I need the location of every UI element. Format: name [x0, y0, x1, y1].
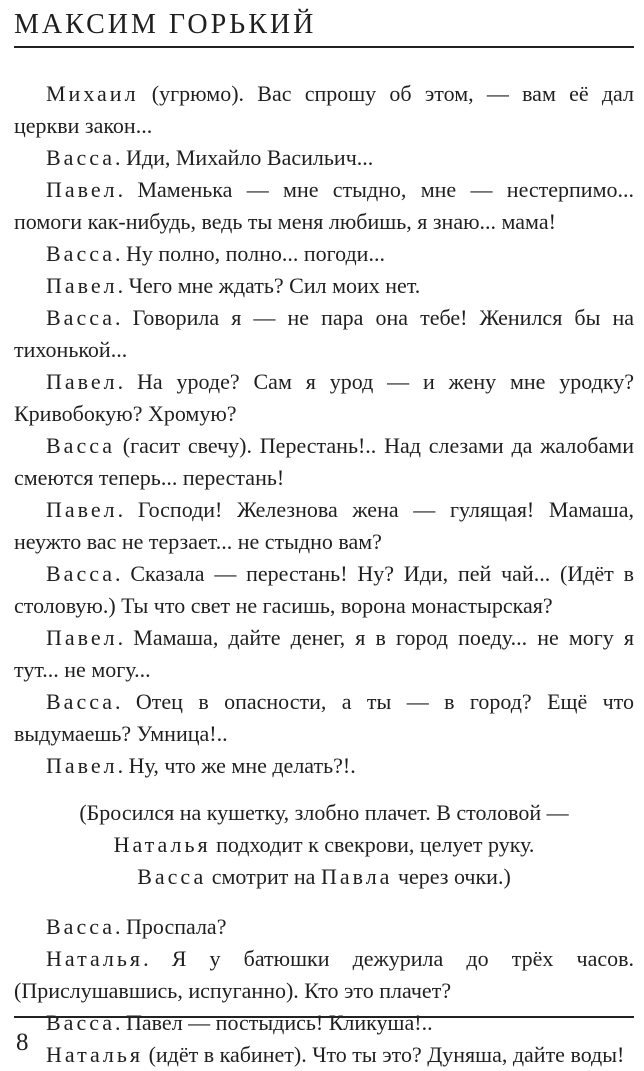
- dialogue-line: [14, 430, 634, 494]
- dialogue-text: . Ну полно, полно... погоди...: [115, 241, 385, 266]
- speaker-name: Павел: [46, 625, 118, 650]
- dialogue-text: . Маменька — мне стыдно, мне — нестерпимо... помоги как-нибудь, ведь ты меня любишь, я знаю... мама!: [14, 177, 634, 234]
- stage-direction-text: смотрит на: [206, 864, 321, 889]
- book-author-header: МАКСИМ ГОРЬКИЙ: [14, 9, 317, 40]
- speaker-name: Павел: [46, 497, 118, 522]
- stage-direction-text: через очки.): [392, 864, 511, 889]
- speaker-name: Васса: [46, 689, 116, 714]
- speaker-name: Павел: [46, 369, 118, 394]
- speaker-name: Васса: [46, 145, 116, 170]
- dialogue-line: [14, 911, 634, 943]
- stage-direction-line: [14, 829, 634, 861]
- dialogue-line: [14, 750, 634, 782]
- dialogue-line: [14, 622, 634, 686]
- dialogue-line: [14, 78, 634, 142]
- speaker-name: Павел: [46, 177, 118, 202]
- dialogue-text: (угрюмо). Вас спрошу об этом, — вам её дал церкви закон...: [14, 81, 634, 138]
- speaker-name: Наталья: [46, 1042, 144, 1067]
- dialogue-line: [14, 558, 634, 622]
- dialogue-line: [14, 302, 634, 366]
- dialogue-line: [14, 494, 634, 558]
- speaker-name: Васса: [46, 561, 116, 586]
- dialogue-line: [14, 174, 634, 238]
- dialogue-text: . Сказала — перестань! Ну? Иди, пей чай... (Идёт в столовую.) Ты что свет не гасишь, ворона монастырская?: [14, 561, 634, 618]
- dialogue-line: [14, 142, 634, 174]
- dialogue-text: . Я у батюшки дежурила до трёх часов. (Прислушавшись, испуганно). Кто это плачет?: [14, 946, 634, 1003]
- stage-direction: [14, 797, 634, 893]
- speaker-name: Васса: [46, 305, 116, 330]
- play-text: [14, 78, 634, 1071]
- dialogue-text: . На уроде? Сам я урод — и жену мне уродку? Кривобокую? Хромую?: [14, 369, 634, 426]
- speaker-name: Васса: [46, 241, 116, 266]
- dialogue-text: . Иди, Михайло Васильич...: [115, 145, 374, 170]
- character-name: Павла: [320, 864, 393, 889]
- dialogue-text: . Мамаша, дайте денег, я в город поеду... не могу я тут... не могу...: [14, 625, 634, 682]
- dialogue-line: [14, 1039, 634, 1071]
- stage-direction-text: подходит к свекрови, целует руку.: [210, 832, 535, 857]
- dialogue-text: (идёт в кабинет). Что ты это? Дуняша, дайте воды!: [143, 1042, 625, 1067]
- speaker-name: Васса: [46, 433, 116, 458]
- footer-rule: [14, 1016, 634, 1018]
- dialogue-text: (гасит свечу). Перестань!.. Над слезами да жалобами смеются теперь... перестань!: [14, 433, 634, 490]
- stage-direction-line: [14, 861, 634, 893]
- dialogue-line: [14, 1007, 634, 1039]
- speaker-name: Васса: [137, 864, 207, 889]
- speaker-name: Наталья: [113, 832, 211, 857]
- speaker-name: Васса: [46, 1010, 116, 1035]
- dialogue-text: . Говорила я — не пара она тебе! Женился бы на тихонькой...: [14, 305, 634, 362]
- header-rule: [14, 46, 634, 48]
- speaker-name: Наталья: [46, 946, 144, 971]
- stage-direction-line: [14, 797, 634, 829]
- page-number: 8: [16, 1029, 29, 1056]
- dialogue-text: . Ну, что же мне делать?!.: [117, 753, 356, 778]
- speaker-name: Васса: [46, 914, 116, 939]
- dialogue-text: . Чего мне ждать? Сил моих нет.: [117, 273, 421, 298]
- dialogue-text: . Проспала?: [115, 914, 227, 939]
- dialogue-text: . Павел — постыдись! Кликуша!..: [115, 1010, 433, 1035]
- dialogue-line: [14, 366, 634, 430]
- dialogue-line: [14, 686, 634, 750]
- speaker-name: Павел: [46, 753, 118, 778]
- speaker-name: Михаил: [46, 81, 139, 106]
- dialogue-text: . Отец в опасности, а ты — в город? Ещё что выдумаешь? Умница!..: [14, 689, 634, 746]
- dialogue-line: [14, 943, 634, 1007]
- dialogue-line: [14, 270, 634, 302]
- dialogue-text: . Господи! Железнова жена — гулящая! Мамаша, неужто вас не терзает... не стыдно вам?: [14, 497, 634, 554]
- dialogue-line: [14, 238, 634, 270]
- page-header: [14, 8, 634, 46]
- stage-direction-text: (Бросился на кушетку, злобно плачет. В столовой —: [79, 800, 569, 825]
- speaker-name: Павел: [46, 273, 118, 298]
